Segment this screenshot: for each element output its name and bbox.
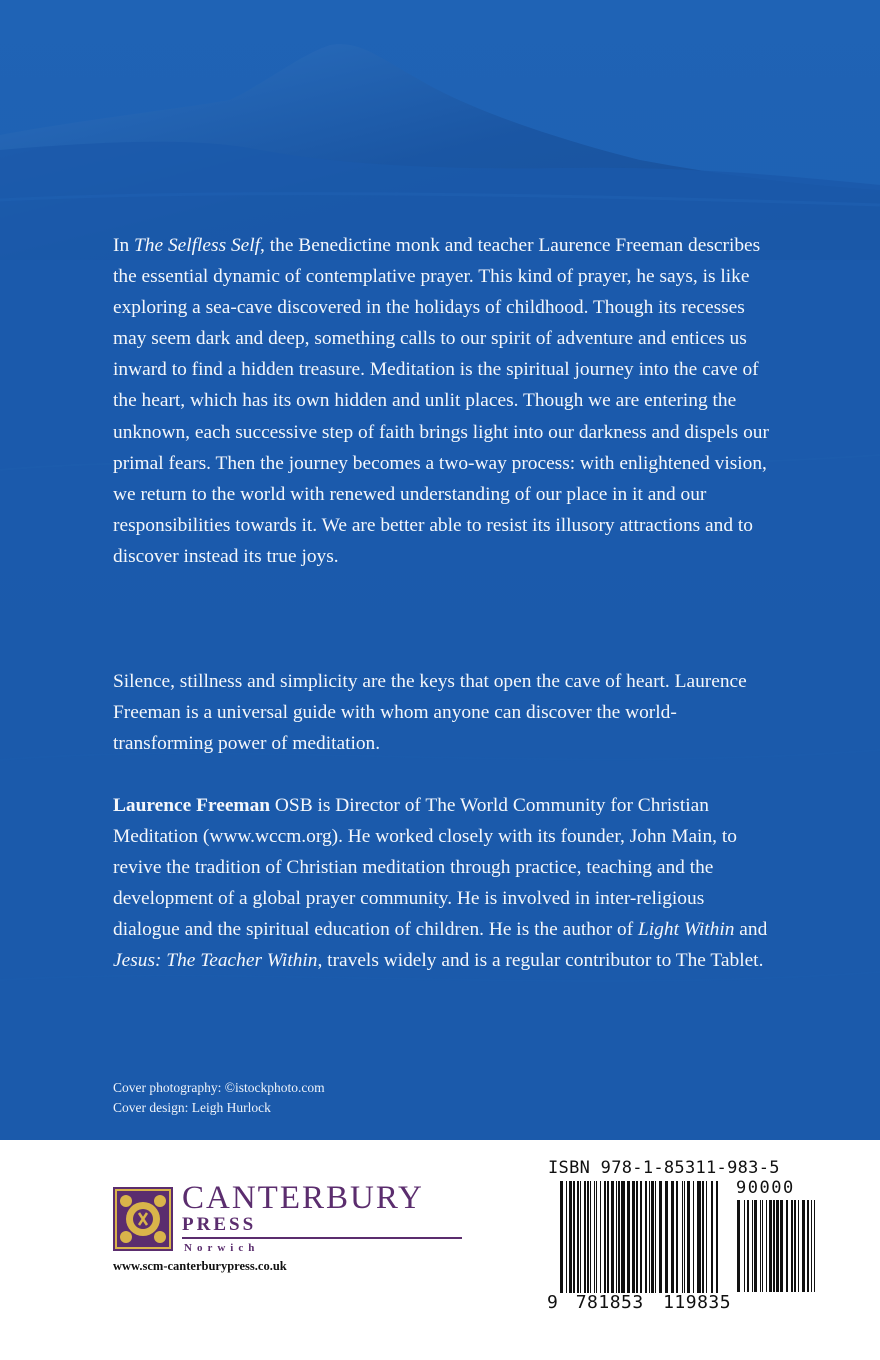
barcode-bar [587, 1181, 589, 1293]
barcode-bar [590, 1181, 591, 1293]
barcode-bar [560, 1181, 563, 1303]
text-run: OSB is Director of The World Community for Christian Meditation (www.wccm.org). He worked closely with its founder, John Main, to revive the tradition of Christian meditation through practice, teaching and the development of a global prayer community. He is involved in inter-religious dialogue and the spiritual education of children. He is the author of [113, 795, 737, 941]
text-run: In [113, 235, 135, 256]
text-run: , the Benedictine monk and teacher Laurence Freeman describes the essential dynamic of contemplative prayer. This kind of prayer, he says, is like exploring a sea-cave discovered in the holidays of childhood. Though its recesses may seem dark and deep, something calls to our spirit of adventure and entices us inward to find a hidden treasure. Meditation is the spiritual journey into the cave of the heart, which has its own hidden and unlit places. Though we are entering the unknown, each successive step of faith brings light into our darkness and dispels our primal fears. Then the journey becomes a two-way process: with enlightened vision, we return to the world with renewed understanding of our place in it and our responsibilities towards it. We are better able to resist its illusory attractions and to discover instead its true joys. [113, 235, 769, 567]
isbn-label: ISBN 978-1-85311-983-5 [548, 1158, 780, 1178]
barcode-bar [671, 1181, 674, 1293]
book-title: Light Within [638, 919, 735, 941]
barcode-bar [676, 1181, 678, 1303]
barcode-bar [811, 1200, 812, 1292]
barcode-bar [697, 1181, 701, 1293]
barcode-bar [814, 1200, 815, 1292]
barcode-bar [596, 1181, 597, 1293]
barcode-bar [616, 1181, 617, 1293]
barcode-bar [687, 1181, 690, 1293]
barcode-bar [762, 1200, 763, 1292]
barcode-bar [760, 1200, 761, 1292]
barcode-bar [802, 1200, 805, 1292]
barcode-bar [791, 1200, 793, 1292]
description-paragraph-1 [113, 230, 773, 572]
barcode-bar [573, 1181, 575, 1293]
divider [182, 1237, 462, 1239]
barcode-bar [600, 1181, 601, 1293]
barcode-right-digits: 119835 [663, 1292, 732, 1313]
publisher-logo-icon [113, 1187, 173, 1251]
publisher-panel [0, 1140, 880, 1360]
barcode-bar [702, 1181, 704, 1293]
isbn-barcode [560, 1181, 722, 1303]
barcode-bar [776, 1200, 779, 1292]
barcode-bar [659, 1181, 662, 1293]
barcode-bar [580, 1181, 581, 1293]
barcode-bar [655, 1181, 656, 1293]
barcode-bar [627, 1181, 630, 1293]
barcode-bar [618, 1181, 620, 1293]
book-title: The Selfless Self [134, 235, 261, 256]
barcode-bar [711, 1181, 713, 1293]
publisher-url: www.scm-canterburypress.co.uk [113, 1259, 287, 1273]
barcode-bar [682, 1181, 683, 1303]
author-bio [113, 790, 773, 977]
barcode-bar [693, 1181, 694, 1293]
barcode-bar [607, 1181, 609, 1293]
publisher-city: Norwich [184, 1242, 260, 1254]
barcode-lead-digit: 9 [547, 1292, 559, 1313]
book-title: Jesus: The Teacher Within [113, 950, 318, 972]
price-addon-barcode [737, 1200, 817, 1292]
barcode-bar [611, 1181, 614, 1293]
logo-emblem-icon [113, 1187, 173, 1251]
photo-credit: Cover photography: ©istockphoto.com [113, 1080, 325, 1095]
barcode-bar [737, 1200, 740, 1292]
text-run: and [734, 919, 768, 941]
barcode-bar [636, 1181, 638, 1293]
cover-credits [113, 1078, 325, 1118]
price-addon-digits: 90000 [736, 1178, 795, 1198]
design-credit: Cover design: Leigh Hurlock [113, 1100, 271, 1115]
barcode-bar [769, 1200, 772, 1292]
barcode-bar [604, 1181, 606, 1293]
barcode-bar [649, 1181, 650, 1293]
description-paragraph-2: Silence, stillness and simplicity are the keys that open the cave of heart. Laurence Freeman is a universal guide with whom anyone can discover the world-transforming power of meditation. [113, 671, 747, 755]
barcode-bar [716, 1181, 718, 1293]
barcode-bar [566, 1181, 567, 1303]
barcode-bar [754, 1200, 757, 1292]
barcode-bar [621, 1181, 625, 1293]
barcode-bar [786, 1200, 788, 1292]
barcode-bar [794, 1200, 796, 1292]
barcode-left-digits: 781853 [575, 1292, 644, 1313]
barcode-bar [780, 1200, 783, 1292]
author-name: Laurence Freeman [113, 795, 271, 816]
barcode-bar [651, 1181, 654, 1293]
publisher-name: CANTERBURY [182, 1180, 424, 1216]
barcode-bar [773, 1200, 775, 1292]
barcode-bar [640, 1181, 642, 1293]
barcode-bar [594, 1181, 595, 1293]
barcode-bar [569, 1181, 572, 1293]
barcode-bar [645, 1181, 647, 1293]
barcode-digits [547, 1293, 731, 1313]
barcode-bar [684, 1181, 685, 1293]
barcode-bar [747, 1200, 749, 1292]
text-run: , travels widely and is a regular contributor to The Tablet. [317, 950, 764, 972]
barcode-bar [744, 1200, 745, 1292]
barcode-bar [577, 1181, 579, 1293]
barcode-bar [766, 1200, 767, 1292]
barcode-bar [752, 1200, 753, 1292]
barcode-bar [798, 1200, 799, 1292]
barcode-bar [807, 1200, 809, 1292]
barcode-bar [706, 1181, 707, 1293]
publisher-subname: PRESS [182, 1214, 257, 1235]
barcode-bar [584, 1181, 586, 1293]
barcode-bar [665, 1181, 668, 1293]
barcode-bar [632, 1181, 635, 1293]
